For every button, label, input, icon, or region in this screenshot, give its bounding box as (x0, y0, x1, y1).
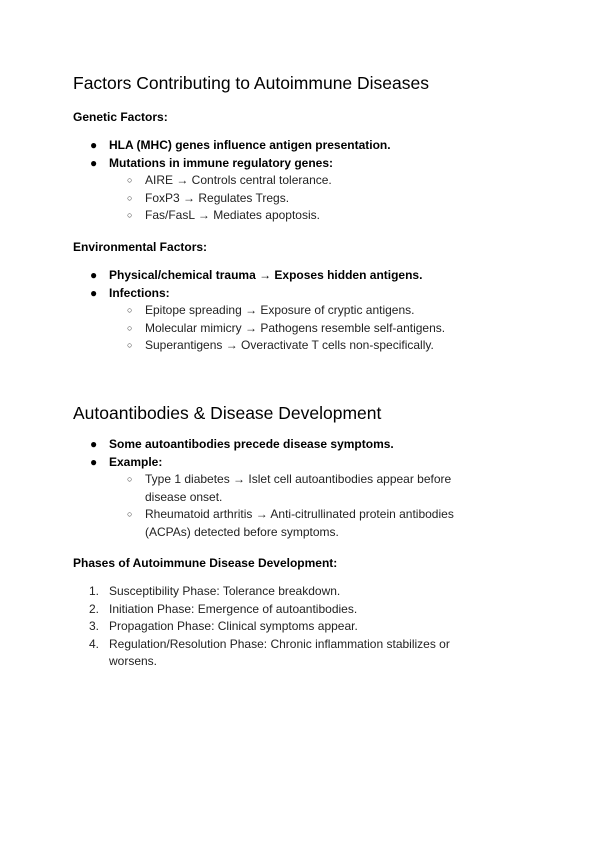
list-item: ○ Rheumatoid arthritis → Anti-citrullinated protein antibodies (ACPAs) detected before symptoms. (127, 507, 454, 539)
bullet-circle-icon: ○ (127, 175, 133, 185)
list-item: ● Mutations in immune regulatory genes: (73, 155, 391, 173)
heading-autoantibodies: Autoantibodies & Disease Development (73, 403, 382, 423)
bullet-circle-icon: ○ (127, 305, 133, 315)
list-item: ● HLA (MHC) genes influence antigen presentation. (73, 137, 391, 155)
bullet-circle-icon: ○ (127, 192, 133, 203)
bullet-circle-icon: ○ (127, 322, 133, 333)
phases-list (73, 583, 493, 671)
list-item: ● Example: (73, 454, 493, 472)
environmental-list (73, 267, 445, 355)
bullet-circle-icon: ○ (127, 210, 133, 220)
bullet-disc-icon: ● (90, 138, 98, 152)
list-item: ○ Type 1 diabetes → Islet cell autoantibodies appear before disease onset. (127, 472, 452, 504)
subheading-phases: Phases of Autoimmune Disease Development: (73, 556, 338, 570)
list-item: 3. Propagation Phase: Clinical symptoms appear. (89, 619, 358, 633)
subheading-environmental: Environmental Factors: (73, 240, 208, 254)
bullet-circle-icon: ○ (127, 509, 133, 519)
subheading-genetic: Genetic Factors: (73, 110, 168, 124)
bullet-disc-icon: ● (90, 285, 98, 300)
list-item: 4. Regulation/Resolution Phase: Chronic inflammation stabilizes or worsens. (89, 636, 450, 668)
list-item: ○ Epitope spreading → Exposure of cryptic antigens. (73, 302, 445, 320)
list-item: ○ FoxP3 → Regulates Tregs. (73, 190, 391, 208)
list-item: ● Physical/chemical trauma → Exposes hidden antigens. (73, 267, 445, 285)
list-item: ○ Molecular mimicry → Pathogens resemble self-antigens. (73, 320, 445, 338)
bullet-disc-icon: ● (90, 454, 98, 469)
bullet-circle-icon: ○ (127, 474, 133, 484)
list-item: ○ Fas/FasL → Mediates apoptosis. (73, 207, 391, 225)
heading-factors: Factors Contributing to Autoimmune Diseases (73, 73, 429, 93)
genetic-list (73, 137, 391, 225)
bullet-disc-icon: ● (90, 437, 98, 451)
autoantibodies-list (73, 436, 493, 541)
list-item: 2. Initiation Phase: Emergence of autoantibodies. (89, 601, 358, 616)
list-item: ○ AIRE → Controls central tolerance. (73, 172, 391, 190)
list-item: 1. Susceptibility Phase: Tolerance breakdown. (89, 584, 341, 598)
list-item: ● Infections: (73, 285, 445, 303)
bullet-disc-icon: ● (90, 155, 98, 170)
list-item: ○ Superantigens → Overactivate T cells non-specifically. (73, 337, 445, 355)
bullet-disc-icon: ● (90, 268, 98, 282)
bullet-circle-icon: ○ (127, 340, 133, 350)
list-item: ● Some autoantibodies precede disease symptoms. (73, 436, 493, 454)
